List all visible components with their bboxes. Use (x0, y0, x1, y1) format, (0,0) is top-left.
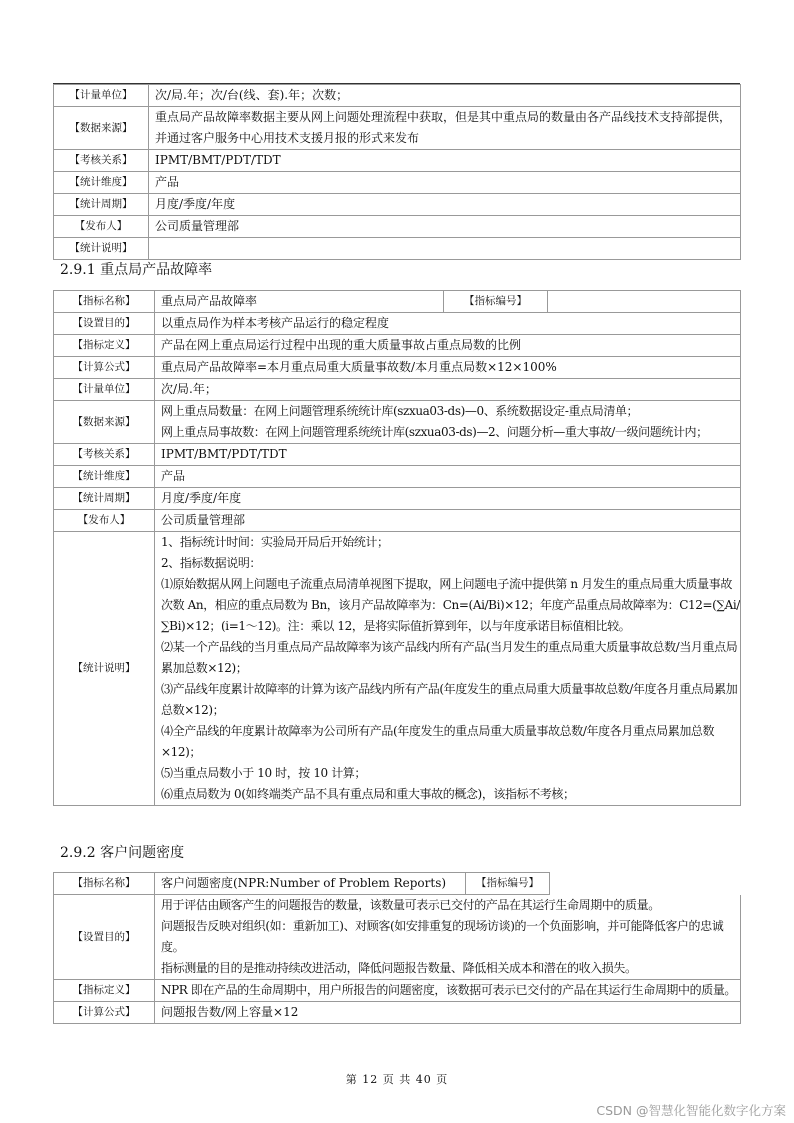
field-value: 问题报告数/网上容量×12 (155, 1002, 741, 1024)
table-row (54, 510, 741, 532)
table-row (54, 85, 741, 107)
table-row (54, 401, 741, 444)
table-row (54, 335, 741, 357)
note-line: ⑴原始数据从网上问题电子流重点局清单视图下提取，网上问题电子流中提供第 n 月发生的重点局重大质量事故次数 An，相应的重点局数为 Bn，该月产品故障率为：Cn=(Ai/Bi)×12；年度产品重点局故障率为：C12=(∑Ai/∑Bi)×12；(i=1～12)。注：乘以 12，是将实际值折算到年，以与年度承诺目标值相比较。 (161, 577, 740, 633)
field-value: 公司质量管理部 (155, 510, 741, 532)
field-label: 【数据来源】 (54, 401, 155, 444)
indicator-name: 重点局产品故障率 (155, 291, 444, 313)
field-label: 【指标名称】 (54, 291, 155, 313)
field-value: IPMT/BMT/PDT/TDT (155, 444, 741, 466)
field-value: 产品在网上重点局运行过程中出现的重大质量事故占重点局数的比例 (155, 335, 741, 357)
field-value: 重点局产品故障率=本月重点局重大质量事故数/本月重点局数×12×100% (155, 357, 741, 379)
note-line: ⑶产品线年度累计故障率的计算为该产品线内所有产品(年度发生的重点局重大质量事故总数/年度各月重点局累加总数×12)； (161, 682, 738, 717)
table-row (54, 980, 741, 1002)
note-line: ⑸当重点局数小于 10 时，按 10 计算； (161, 766, 366, 780)
table-row (54, 532, 741, 806)
field-label: 【统计说明】 (54, 238, 149, 260)
field-value: 次/局.年； (155, 379, 741, 401)
indicator-name: 客户问题密度(NPR:Number of Problem Reports) (155, 873, 466, 895)
field-value: 重点局产品故障率数据主要从网上问题处理流程中获取，但是其中重点局的数量由各产品线技术支持部提供，并通过客户服务中心用技术支援月报的形式来发布 (149, 107, 741, 150)
table-row (54, 357, 741, 379)
table-row (54, 194, 741, 216)
table-row (54, 150, 741, 172)
field-label: 【统计维度】 (54, 466, 155, 488)
watermark: CSDN @智慧化智能化数字化方案 (596, 1103, 786, 1118)
field-value: IPMT/BMT/PDT/TDT (149, 150, 741, 172)
table-row (54, 1002, 741, 1024)
field-value: 月度/季度/年度 (149, 194, 741, 216)
note-line: 1、指标统计时间：实验局开局后开始统计； (161, 535, 389, 549)
table-row (54, 313, 741, 335)
text-line: 问题报告反映对组织(如：重新加工)、对顾客(如安排重复的现场访谈)的一个负面影响，并可能降低客户的忠诚度。 (161, 919, 724, 954)
field-value (149, 238, 741, 260)
note-line: ⑹重点局数为 0(如终端类产品不具有重点局和重大事故的概念)，该指标不考核； (161, 787, 575, 801)
indicator-code (548, 291, 741, 313)
note-line: ⑵某一个产品线的当月重点局产品故障率为该产品线内所有产品(当月发生的重点局重大质量事故总数/当月重点局累加总数×12)； (161, 640, 738, 675)
field-label: 【设置目的】 (54, 895, 155, 980)
text-line: 网上重点局数量：在网上问题管理系统统计库(szxua03-ds)—0、系统数据设定-重点局清单； (161, 404, 639, 418)
note-line: ⑷全产品线的年度累计故障率为公司所有产品(年度发生的重点局重大质量事故总数/年度各月重点局累加总数×12)； (161, 724, 715, 759)
field-label: 【统计说明】 (54, 532, 155, 806)
field-label: 【发布人】 (54, 510, 155, 532)
field-label: 【计量单位】 (54, 85, 149, 107)
field-label: 【指标定义】 (54, 335, 155, 357)
table-row (54, 466, 741, 488)
field-label: 【指标编号】 (466, 873, 550, 895)
table-row (54, 379, 741, 401)
indicator-code (550, 873, 741, 895)
indicator-table-continued (53, 84, 741, 260)
field-label: 【考核关系】 (54, 444, 155, 466)
field-label: 【考核关系】 (54, 150, 149, 172)
field-value: 产品 (155, 466, 741, 488)
field-label: 【统计周期】 (54, 488, 155, 510)
table-row (54, 216, 741, 238)
field-label: 【发布人】 (54, 216, 149, 238)
indicator-table-key-office-failure-rate (53, 290, 741, 806)
table-row (54, 444, 741, 466)
table-row (54, 172, 741, 194)
notes-cell (155, 532, 741, 806)
table-row (54, 291, 741, 313)
field-value: 产品 (149, 172, 741, 194)
section-heading: 2.9.1 重点局产品故障率 (60, 262, 213, 278)
field-value: 次/局.年；次/台(线、套).年；次数； (149, 85, 741, 107)
field-label: 【统计周期】 (54, 194, 149, 216)
note-line: 2、指标数据说明： (161, 556, 262, 570)
field-label: 【指标定义】 (54, 980, 155, 1002)
field-label: 【指标编号】 (444, 291, 548, 313)
field-value: NPR 即在产品的生命周期中，用户所报告的问题密度，该数据可表示已交付的产品在其运行生命周期中的质量。 (155, 980, 741, 1002)
table-row (54, 895, 741, 980)
field-value: 以重点局作为样本考核产品运行的稳定程度 (155, 313, 741, 335)
table-row (54, 107, 741, 150)
text-line: 指标测量的目的是推动持续改进活动，降低问题报告数量、降低相关成本和潜在的收入损失。 (161, 961, 637, 975)
field-value (155, 401, 741, 444)
section-heading: 2.9.2 客户问题密度 (60, 845, 185, 861)
field-label: 【数据来源】 (54, 107, 149, 150)
page-footer: 第 12 页 共 40 页 (345, 1073, 449, 1086)
field-label: 【统计维度】 (54, 172, 149, 194)
field-label: 【计量单位】 (54, 379, 155, 401)
field-value: 公司质量管理部 (149, 216, 741, 238)
field-label: 【计算公式】 (54, 357, 155, 379)
table-row (54, 873, 741, 895)
field-value (155, 895, 741, 980)
indicator-table-customer-problem-density (53, 872, 741, 1024)
field-label: 【指标名称】 (54, 873, 155, 895)
text-line: 网上重点局事故数：在网上问题管理系统统计库(szxua03-ds)—2、问题分析—重大事故/一级问题统计内； (161, 425, 708, 439)
table-row (54, 238, 741, 260)
field-label: 【计算公式】 (54, 1002, 155, 1024)
text-line: 用于评估由顾客产生的问题报告的数量，该数量可表示已交付的产品在其运行生命周期中的质量。 (161, 898, 660, 912)
table-row (54, 488, 741, 510)
field-value: 月度/季度/年度 (155, 488, 741, 510)
field-label: 【设置目的】 (54, 313, 155, 335)
